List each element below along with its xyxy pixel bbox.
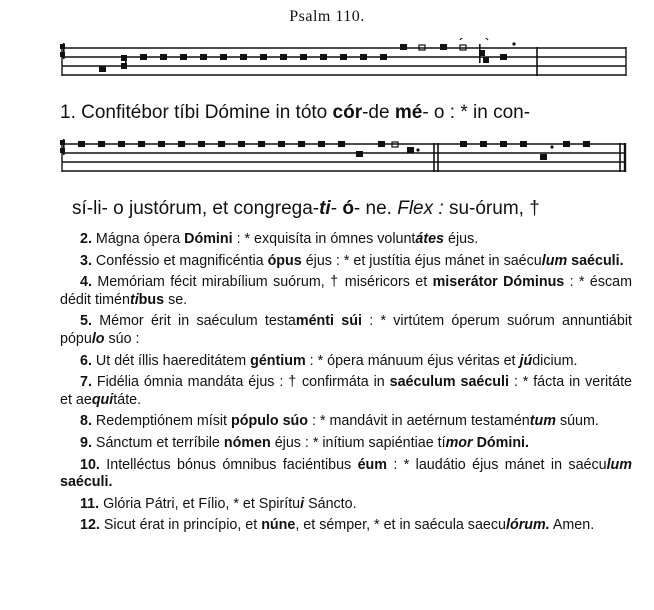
- lyric-line-1: 1. Confitébor tíbi Dómine in tóto cór-de mé- o : * in con-: [60, 102, 531, 123]
- verse-number: 2.: [80, 231, 92, 247]
- flex-marker: Flex :: [397, 198, 444, 219]
- verse-number: 10.: [80, 456, 100, 473]
- psalm-title: Psalm 110.: [289, 8, 365, 25]
- verse: [60, 496, 632, 514]
- verse: [60, 274, 632, 309]
- verse-number: 6.: [80, 352, 92, 369]
- verse-text: Mémor érit in saéculum testaménti súi : * virtútem óperum suórum annuntiábit pópulo súo :: [60, 313, 632, 347]
- verse-text: Intelléctus bónus ómnibus faciéntibus éum : * laudátio éjus mánet in saéculum saéculi.: [60, 456, 632, 491]
- verse: [60, 413, 632, 431]
- verse-text: Fidélia ómnia mandáta éjus : † confirmáta in saéculum saéculi : * fácta in veritáte et aequitáte.: [60, 374, 632, 408]
- verse-number: 9.: [80, 434, 92, 451]
- verse-text: Memóriam fécit mirabílium suórum, † miséricors et miserátor Dóminus : * éscam dédit timéntibus se.: [60, 274, 632, 308]
- verse: [60, 253, 632, 271]
- verse: [60, 435, 632, 453]
- verse-number: 5.: [80, 313, 92, 330]
- verse-number: 1.: [60, 102, 76, 123]
- verse: [60, 374, 632, 409]
- verse-text: Ut dét íllis haereditátem géntium : * ópera mánuum éjus véritas et júdicium.: [95, 352, 578, 369]
- music-staff-1: [0, 38, 654, 90]
- verse-text: Sicut érat in princípio, et núne, et sémper, * et in saécula saeculórum. Amen.: [103, 517, 595, 534]
- verse: [60, 231, 632, 249]
- music-staff-2: [0, 134, 654, 186]
- verse-number: 8.: [80, 413, 92, 430]
- verse: [60, 517, 632, 535]
- verse-number: 3.: [80, 252, 92, 269]
- verse-text: Conféssio et magnificéntia ópus éjus : * et justítia éjus mánet in saéculum saéculi.: [95, 252, 624, 269]
- verse-number: 11.: [80, 495, 100, 512]
- neumes: [99, 38, 516, 72]
- verse-number: 12.: [80, 517, 100, 534]
- verse-number: 7.: [80, 374, 92, 391]
- verse: [60, 313, 632, 348]
- verse-text: Glória Pátri, et Fílio, * et Spirítui Sáncto.: [103, 495, 357, 512]
- verse-text: Mágna ópera Dómini : * exquisíta in ómnes voluntátes éjus.: [95, 231, 479, 247]
- verse-text: Sánctum et terríbile nómen éjus : * inítium sapiéntiae tímor Dómini.: [95, 434, 529, 451]
- verse: [60, 457, 632, 492]
- verse-number: 4.: [80, 274, 92, 291]
- verse-text: Redemptiónem mísit pópulo súo : * mandávit in aetérnum testaméntum súum.: [95, 413, 599, 430]
- lyric-line-2: sí-li- o justórum, et congrega-ti- ó- ne. Flex : su-órum, †: [72, 198, 540, 219]
- psalm-verses: [60, 231, 632, 535]
- verse: [60, 353, 632, 371]
